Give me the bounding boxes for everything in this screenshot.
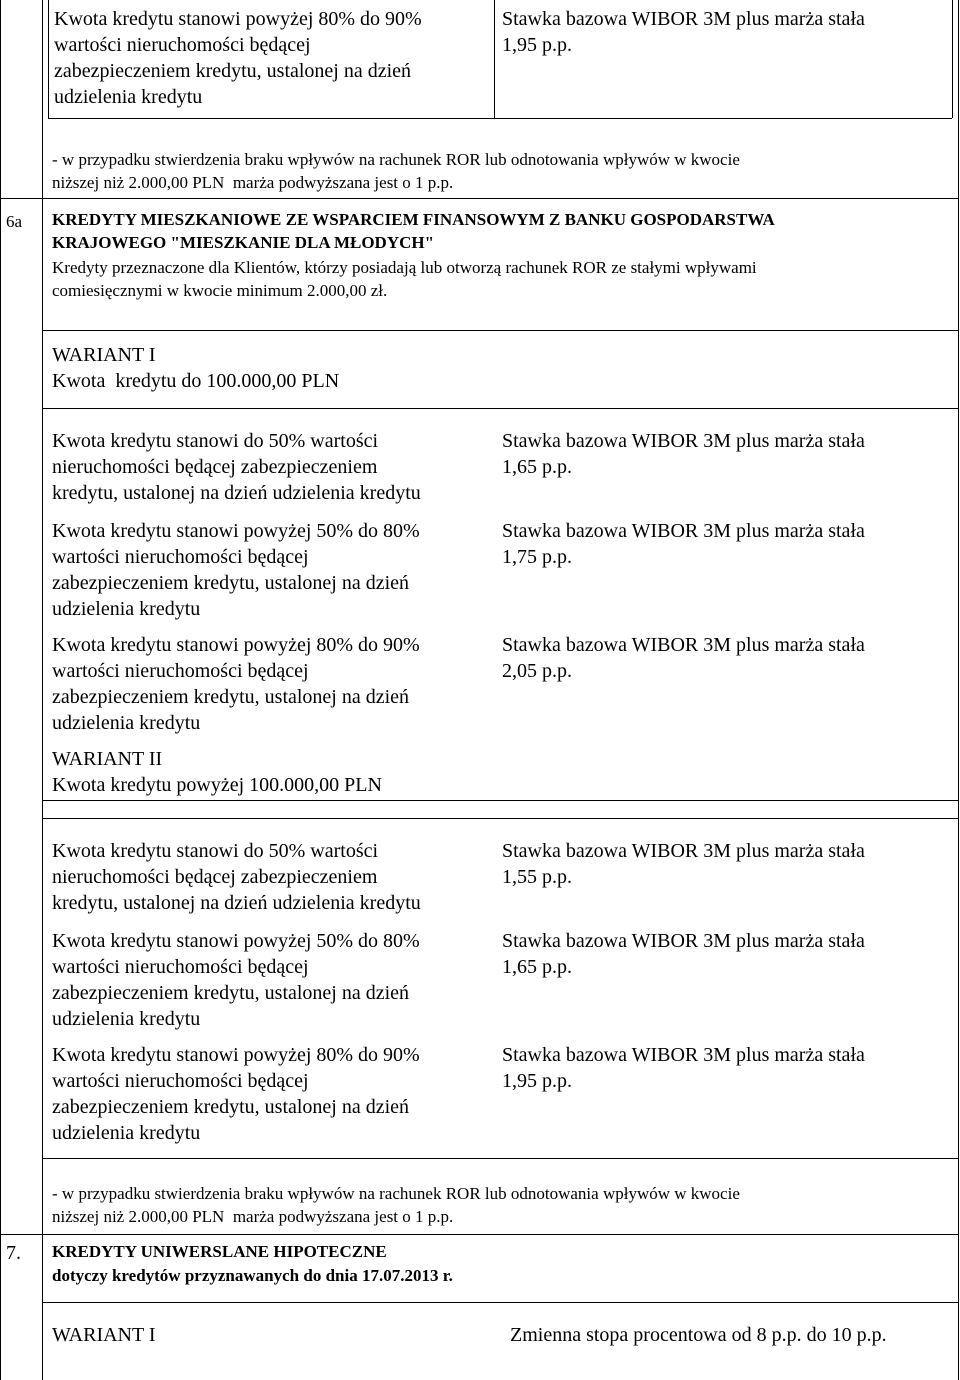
- variant2-table-bottom: [42, 1158, 958, 1159]
- variant1-row2-rate: Stawka bazowa WIBOR 3M plus marża stała 1,75 p.p.: [502, 520, 865, 568]
- variant1-table-bottom: [42, 800, 958, 801]
- row-6a-desc-divider: [42, 330, 958, 331]
- variant1-table-top: [42, 408, 958, 409]
- variant1-row1-rate: Stawka bazowa WIBOR 3M plus marża stała 1,65 p.p.: [502, 430, 865, 478]
- section-7-rate: Zmienna stopa procentowa od 8 p.p. do 10 p.p.: [510, 1324, 887, 1346]
- section-7-title: KREDYTY UNIWERSLANE HIPOTECZNE: [52, 1242, 387, 1261]
- section-number-6a: 6a: [6, 212, 23, 231]
- variant2-row1-condition: Kwota kredytu stanowi do 50% wartości nieruchomości będącej zabezpieczeniem kredytu, ustalonej na dzień udzielenia kredytu: [52, 840, 421, 914]
- variant1-row2-condition: Kwota kredytu stanowi powyżej 50% do 80% wartości nieruchomości będącej zabezpieczeniem kredytu, ustalonej na dzień udzielenia kredytu: [52, 520, 420, 620]
- section-6a-title: KREDYTY MIESZKANIOWE ZE WSPARCIEM FINANSOWYM Z BANKU GOSPODARSTWA KRAJOWEGO "MIESZKANIE DLA MŁODYCH": [52, 210, 775, 252]
- variant2-row3-condition: Kwota kredytu stanowi powyżej 80% do 90% wartości nieruchomości będącej zabezpieczeniem kredytu, ustalonej na dzień udzielenia kredytu: [52, 1044, 420, 1144]
- variant1-table-left: [42, 408, 43, 800]
- top-row-rate: Stawka bazowa WIBOR 3M plus marża stała 1,95 p.p.: [502, 8, 865, 56]
- row-7-subtitle-divider: [42, 1302, 958, 1303]
- row-6a-top-border: [0, 198, 958, 199]
- variant2-row2-condition: Kwota kredytu stanowi powyżej 50% do 80% wartości nieruchomości będącej zabezpieczeniem kredytu, ustalonej na dzień udzielenia kredytu: [52, 930, 420, 1030]
- variant2-row3-rate: Stawka bazowa WIBOR 3M plus marża stała 1,95 p.p.: [502, 1044, 865, 1092]
- variant1-heading: WARIANT I Kwota kredytu do 100.000,00 PLN: [52, 344, 340, 392]
- top-cell-divider: [494, 0, 495, 118]
- variant2-heading: WARIANT II Kwota kredytu powyżej 100.000,00 PLN: [52, 748, 382, 796]
- variant1-row1-condition: Kwota kredytu stanowi do 50% wartości nieruchomości będącej zabezpieczeniem kredytu, ustalonej na dzień udzielenia kredytu: [52, 430, 421, 504]
- variant1-row3-rate: Stawka bazowa WIBOR 3M plus marża stała 2,05 p.p.: [502, 634, 865, 682]
- variant2-table-top: [42, 818, 958, 819]
- section-6a-note: - w przypadku stwierdzenia braku wpływów na rachunek ROR lub odnotowania wpływów w kwocie niższej niż 2.000,00 PLN marża podwyższana jest o 1 p.p.: [52, 1184, 740, 1226]
- variant1-row3-condition: Kwota kredytu stanowi powyżej 80% do 90% wartości nieruchomości będącej zabezpieczeniem kredytu, ustalonej na dzień udzielenia kredytu: [52, 634, 420, 734]
- section-7-subtitle: dotyczy kredytów przyznawanych do dnia 17.07.2013 r.: [52, 1266, 453, 1285]
- section-6a-description: Kredyty przeznaczone dla Klientów, którzy posiadają lub otworzą rachunek ROR ze stałymi wpływami comiesięcznymi w kwocie minimum 2.000,00 zł.: [52, 258, 757, 300]
- top-cell-right-border: [952, 0, 953, 118]
- table-left-border: [0, 0, 1, 1380]
- variant1-table-right: [958, 408, 959, 800]
- row-7-top-border: [0, 1234, 958, 1235]
- top-cell-bottom-border: [48, 118, 952, 119]
- variant2-row1-rate: Stawka bazowa WIBOR 3M plus marża stała 1,55 p.p.: [502, 840, 865, 888]
- top-row-condition: Kwota kredytu stanowi powyżej 80% do 90% wartości nieruchomości będącej zabezpieczeniem kredytu, ustalonej na dzień udzielenia kredytu: [54, 8, 422, 108]
- section-number-7: 7.: [6, 1242, 21, 1264]
- variant2-row2-rate: Stawka bazowa WIBOR 3M plus marża stała 1,65 p.p.: [502, 930, 865, 978]
- section-7-variant-label: WARIANT I: [52, 1324, 156, 1346]
- note-margin-increase: - w przypadku stwierdzenia braku wpływów na rachunek ROR lub odnotowania wpływów w kwocie niższej niż 2.000,00 PLN marża podwyższana jest o 1 p.p.: [52, 150, 740, 192]
- top-cell-left-border: [48, 0, 49, 118]
